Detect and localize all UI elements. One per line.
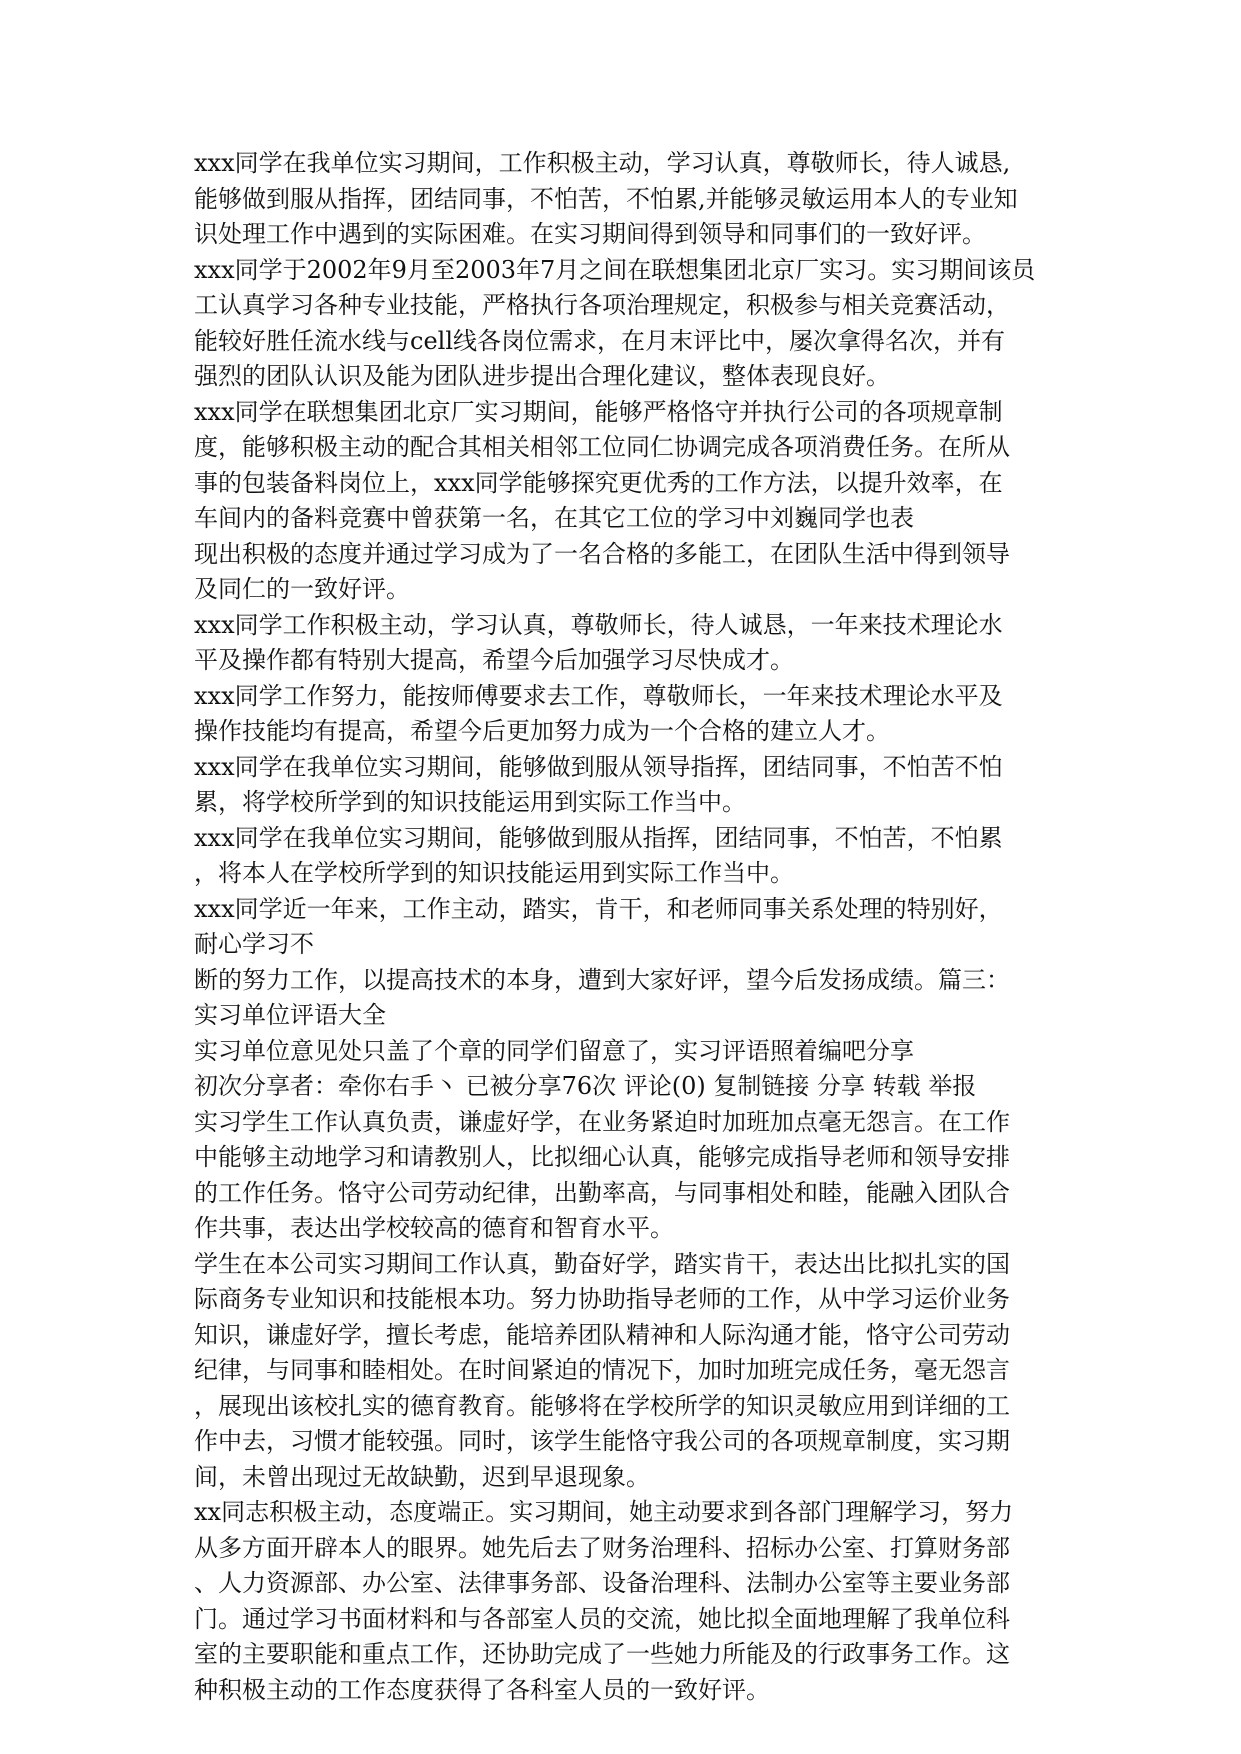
text-line: 的工作任务。恪守公司劳动纪律，出勤率高，与同事相处和睦，能融入团队合 (194, 1178, 1010, 1207)
text-line: 断的努力工作，以提高技术的本身，遭到大家好评，望今后发扬成绩。篇三： (194, 965, 1010, 994)
text-line: 耐心学习不 (194, 930, 314, 958)
document-body (194, 146, 1054, 1708)
text-line: 工认真学习各种专业技能，严格执行各项治理规定，积极参与相关竞赛活动， (194, 291, 1010, 319)
text-line: xxx同学在我单位实习期间，工作积极主动，学习认真，尊敬师长，待人诚恳, (194, 149, 1011, 177)
text-line: 室的主要职能和重点工作，还协助完成了一些她力所能及的行政事务工作。这 (194, 1640, 1010, 1668)
text-line: 初次分享者：牵你右手丶 已被分享76次 评论(0) 复制链接 分享 转载 举报 (194, 1072, 977, 1100)
text-line: xxx同学在联想集团北京厂实习期间，能够严格恪守并执行公司的各项规章制 (194, 397, 1003, 426)
text-line: 学生在本公司实习期间工作认真，勤奋好学，踏实肯干，表达出比拟扎实的国 (194, 1249, 1010, 1278)
text-line: xxx同学在我单位实习期间，能够做到服从领导指挥，团结同事，不怕苦不怕 (194, 752, 1003, 781)
text-line: 从多方面开辟本人的眼界。她先后去了财务治理科、招标办公室、打算财务部 (194, 1533, 1010, 1562)
text-line: 作共事，表达出学校较高的德育和智育水平。 (194, 1214, 674, 1242)
text-line: 门。通过学习书面材料和与各部室人员的交流，她比拟全面地理解了我单位科 (194, 1604, 1010, 1633)
text-line: 中能够主动地学习和请教别人，比拟细心认真，能够完成指导老师和领导安排 (194, 1143, 1010, 1171)
text-line: 实习单位评语大全 (194, 1001, 386, 1029)
text-line: 事的包装备料岗位上，xxx同学能够探究更优秀的工作方法，以提升效率，在 (194, 468, 1003, 497)
text-line: 平及操作都有特别大提高，希望今后加强学习尽快成才。 (194, 646, 794, 674)
text-line: 作中去，习惯才能较强。同时，该学生能恪守我公司的各项规章制度，实习期 (194, 1427, 1010, 1455)
text-line: 现出积极的态度并通过学习成为了一名合格的多能工，在团队生活中得到领导 (194, 539, 1010, 568)
text-line: 纪律，与同事和睦相处。在时间紧迫的情况下，加时加班完成任务，毫无怨言 (194, 1356, 1010, 1384)
text-line: 能够做到服从指挥，团结同事，不怕苦，不怕累,并能够灵敏运用本人的专业知 (194, 184, 1018, 213)
text-line: 实习学生工作认真负责，谦虚好学，在业务紧迫时加班加点毫无怨言。在工作 (194, 1107, 1010, 1136)
text-line: 间，未曾出现过无故缺勤，迟到早退现象。 (194, 1462, 650, 1491)
text-line: 及同仁的一致好评。 (194, 575, 410, 603)
text-line: 种积极主动的工作态度获得了各科室人员的一致好评。 (194, 1675, 770, 1704)
text-line: 车间内的备料竞赛中曾获第一名，在其它工位的学习中刘巍同学也表 (194, 504, 914, 532)
text-line: ，展现出该校扎实的德育教育。能够将在学校所学的知识灵敏应用到详细的工 (194, 1391, 1010, 1420)
text-line: ，将本人在学校所学到的知识技能运用到实际工作当中。 (194, 859, 794, 887)
text-line: xxx同学在我单位实习期间，能够做到服从指挥，团结同事，不怕苦，不怕累 (194, 823, 1003, 852)
text-line: 际商务专业知识和技能根本功。努力协助指导老师的工作，从中学习运价业务 (194, 1285, 1010, 1313)
text-line: 操作技能均有提高，希望今后更加努力成为一个合格的建立人才。 (194, 717, 890, 745)
text-line: 累，将学校所学到的知识技能运用到实际工作当中。 (194, 788, 746, 816)
text-line: 强烈的团队认识及能为团队进步提出合理化建议，整体表现良好。 (194, 362, 890, 390)
text-line: xx同志积极主动，态度端正。实习期间，她主动要求到各部门理解学习，努力 (194, 1498, 1014, 1526)
text-line: 、人力资源部、办公室、法律事务部、设备治理科、法制办公室等主要业务部 (194, 1569, 1010, 1597)
text-line: 识处理工作中遇到的实际困难。在实习期间得到领导和同事们的一致好评。 (194, 220, 986, 248)
text-line: 实习单位意见处只盖了个章的同学们留意了，实习评语照着编吧分享 (194, 1036, 914, 1065)
text-line: 能较好胜任流水线与cell线各岗位需求，在月末评比中，屡次拿得名次，并有 (194, 326, 1005, 355)
text-line: 度，能够积极主动的配合其相关相邻工位同仁协调完成各项消费任务。在所从 (194, 433, 1010, 461)
text-line: xxx同学近一年来，工作主动，踏实，肯干，和老师同事关系处理的特别好， (194, 894, 1003, 923)
text-line: xxx同学于2002年9月至2003年7月之间在联想集团北京厂实习。实习期间该员 (194, 255, 1036, 284)
text-line: 知识，谦虚好学，擅长考虑，能培养团队精神和人际沟通才能，恪守公司劳动 (194, 1320, 1010, 1349)
text-line: xxx同学工作努力，能按师傅要求去工作，尊敬师长，一年来技术理论水平及 (194, 681, 1003, 710)
text-line: xxx同学工作积极主动，学习认真，尊敬师长，待人诚恳，一年来技术理论水 (194, 610, 1003, 639)
